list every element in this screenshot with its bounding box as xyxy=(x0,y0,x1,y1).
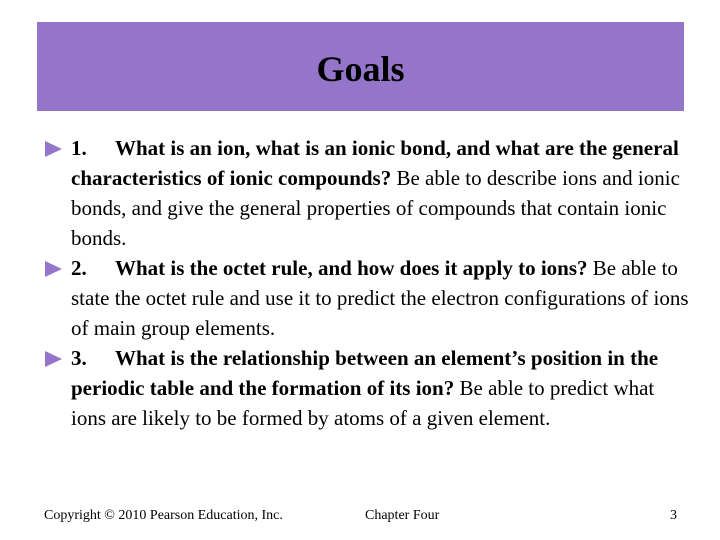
goal-item xyxy=(45,343,690,433)
title-bar xyxy=(37,22,684,111)
goal-question: What is the octet rule, and how does it apply to ions? xyxy=(115,256,588,280)
goal-number: 1. xyxy=(71,136,87,160)
goal-number: 3. xyxy=(71,346,87,370)
goals-list xyxy=(45,133,690,433)
goal-item xyxy=(45,133,690,253)
goal-number: 2. xyxy=(71,256,87,280)
page-number: 3 xyxy=(670,508,677,523)
chapter-label: Chapter Four xyxy=(365,508,440,523)
bullet-arrow-icon xyxy=(45,141,62,157)
bullet-arrow-icon xyxy=(45,261,62,277)
goal-detail: Be able to describe ions and ionic bonds, and give the general properties of compounds that contain ionic bonds. xyxy=(71,166,680,250)
bullet-arrow-icon xyxy=(45,351,62,367)
goal-detail: Be able to predict what ions are likely to be formed by atoms of a given element. xyxy=(71,376,655,430)
goal-detail: Be able to state the octet rule and use it to predict the electron configurations of ions of main group elements. xyxy=(71,256,689,340)
goal-question: What is the relationship between an element’s position in the periodic table and the formation of its ion? xyxy=(71,346,659,400)
slide-title: Goals xyxy=(316,48,405,89)
goal-question: What is an ion, what is an ionic bond, and what are the general characteristics of ionic compounds? xyxy=(71,136,679,190)
copyright-text: Copyright © 2010 Pearson Education, Inc. xyxy=(44,508,283,523)
goal-item xyxy=(45,253,690,343)
